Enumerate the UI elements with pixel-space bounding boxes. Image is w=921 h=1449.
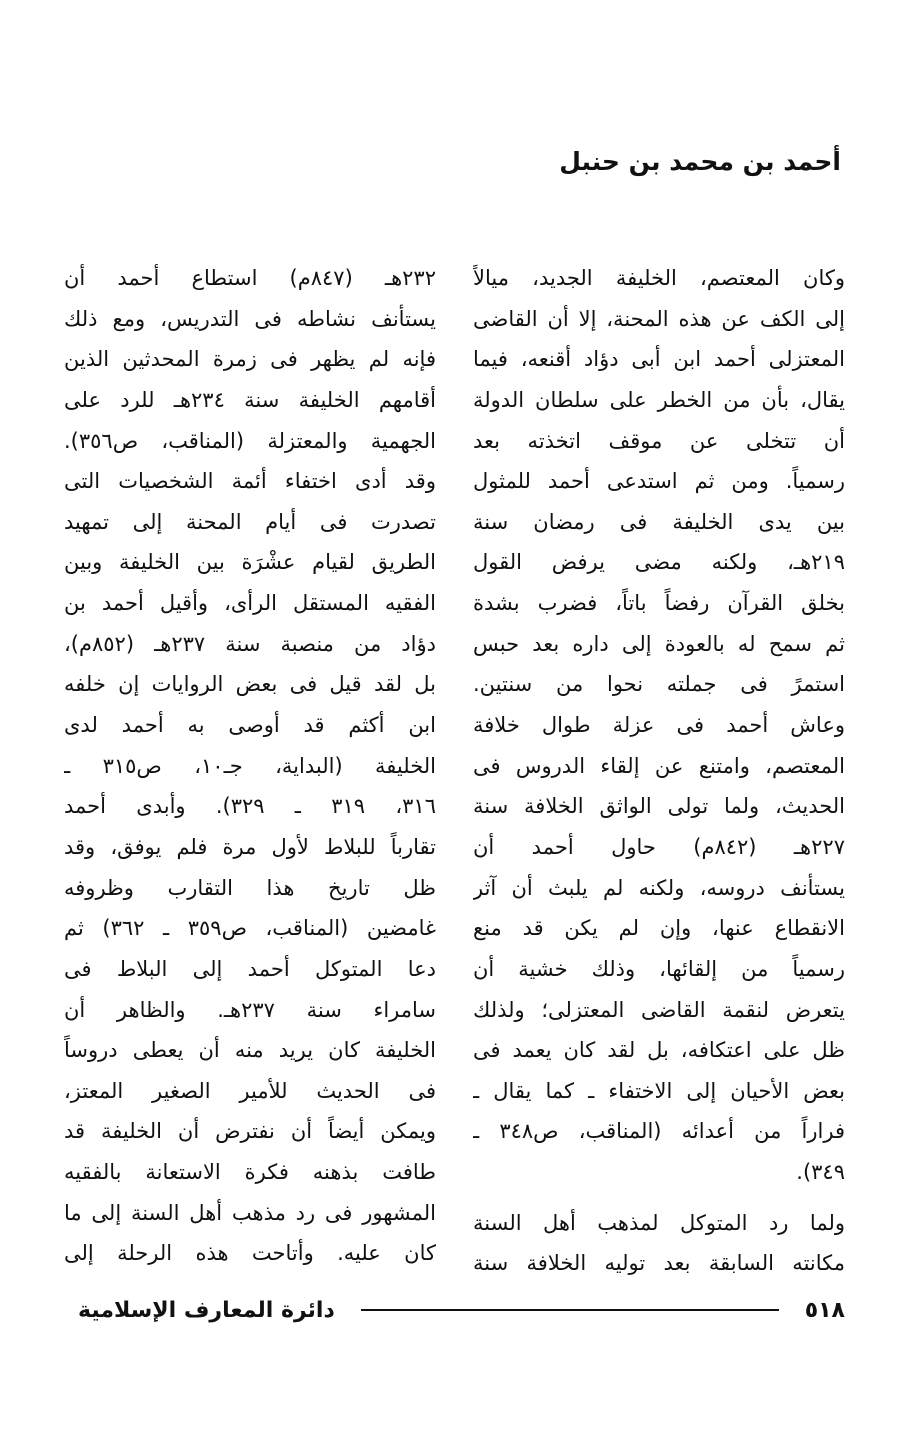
- text-line: بخلق القرآن رفضاً باتاً، فضرب بشدة: [473, 591, 845, 616]
- text-line: ثم سمح له بالعودة إلى داره بعد حبس: [473, 631, 845, 656]
- text-line: المعتزلى أحمد ابن أبى دؤاد أقنعه، فيما: [473, 347, 845, 372]
- text-line: الحديث، ولما تولى الواثق الخلافة سنة: [473, 794, 845, 819]
- text-line: بل لقد قيل فى بعض الروايات إن خلفه: [64, 672, 436, 697]
- right-column: [473, 258, 845, 1284]
- text-line: فى الحديث للأمير الصغير المعتز،: [64, 1078, 436, 1103]
- text-line: تقارباً للبلاط لأول مرة فلم يوفق، وقد: [64, 834, 436, 859]
- left-column: [64, 258, 436, 1274]
- text-line: دعا المتوكل أحمد إلى البلاط فى: [64, 956, 436, 981]
- text-line: الانقطاع عنها، وإن لم يكن قد منع: [473, 916, 845, 941]
- text-line: ٢٣٢هـ (٨٤٧م) استطاع أحمد أن: [64, 266, 436, 290]
- text-line: ٢١٩هـ، ولكنه مضى يرفض القول: [473, 550, 845, 575]
- text-line: وكان المعتصم، الخليفة الجديد، ميالاً: [473, 266, 845, 290]
- text-line: الخليفة كان يريد منه أن يعطى دروساً: [64, 1038, 436, 1063]
- text-line: ابن أكثم قد أوصى به أحمد لدى: [64, 713, 436, 738]
- text-line: وقد أدى اختفاء أئمة الشخصيات التى: [64, 469, 436, 494]
- text-line: كان عليه. وأتاحت هذه الرحلة إلى: [64, 1241, 436, 1266]
- text-line: يستأنف دروسه، ولكنه لم يلبث أن آثر: [473, 875, 845, 900]
- text-line: سامراء سنة ٢٣٧هـ. والظاهر أن: [64, 997, 436, 1022]
- text-line: ولما رد المتوكل لمذهب أهل السنة: [473, 1210, 845, 1235]
- text-line: يستأنف نشاطه فى التدريس، ومع ذلك: [64, 306, 436, 331]
- text-line: يتعرض لنقمة القاضى المعتزلى؛ ولذلك: [473, 997, 845, 1022]
- text-line: وعاش أحمد فى عزلة طوال خلافة: [473, 713, 845, 738]
- text-line: ظل تاريخ هذا التقارب وظروفه: [64, 875, 436, 900]
- text-line: ظل على اعتكافه، بل لقد كان يعمد فى: [473, 1038, 845, 1063]
- text-line: الفقيه المستقل الرأى، وأقيل أحمد بن: [64, 591, 436, 616]
- page-footer: [78, 1290, 845, 1330]
- encyclopedia-title: دائرة المعارف الإسلامية: [78, 1297, 335, 1323]
- text-line: يقال، بأن من الخطر على سلطان الدولة: [473, 387, 845, 412]
- footer-rule: [361, 1309, 779, 1311]
- text-line: دؤاد من منصبة سنة ٢٣٧هـ (٨٥٢م)،: [64, 631, 436, 656]
- text-line: استمرً فى جملته نحوا من سنتين.: [473, 672, 845, 697]
- text-line: المشهور فى رد مذهب أهل السنة إلى ما: [64, 1200, 436, 1225]
- text-line: أن تتخلى عن موقف اتخذته بعد: [473, 428, 845, 453]
- text-line: تصدرت فى أيام المحنة إلى تمهيد: [64, 509, 436, 534]
- text-line: فراراً من أعدائه (المناقب، ص٣٤٨ ـ: [473, 1119, 845, 1144]
- text-line: رسمياً. ومن ثم استدعى أحمد للمثول: [473, 469, 845, 494]
- text-line: مكانته السابقة بعد توليه الخلافة سنة: [473, 1251, 845, 1276]
- text-line: الخليفة (البداية، جـ١٠، ص٣١٥ ـ: [64, 753, 436, 778]
- text-line: فإنه لم يظهر فى زمرة المحدثين الذين: [64, 347, 436, 372]
- text-line: غامضين (المناقب، ص٣٥٩ ـ ٣٦٢) ثم: [64, 916, 436, 941]
- text-line: إلى الكف عن هذه المحنة، إلا أن القاضى: [473, 306, 845, 331]
- text-line: المعتصم، وامتنع عن إلقاء الدروس فى: [473, 753, 845, 778]
- text-line: ٣١٦، ٣١٩ ـ ٣٢٩). وأبدى أحمد: [64, 794, 436, 819]
- running-title: أحمد بن محمد بن حنبل: [559, 147, 841, 176]
- page-number: ٥١٨: [804, 1297, 845, 1323]
- text-line: بين يدى الخليفة فى رمضان سنة: [473, 509, 845, 534]
- text-line: رسمياً من إلقائها، وذلك خشية أن: [473, 956, 845, 981]
- text-line: طافت بذهنه فكرة الاستعانة بالفقيه: [64, 1160, 436, 1185]
- text-line: الطريق لقيام عشْرَة بين الخليفة وبين: [64, 550, 436, 575]
- text-line: ٢٢٧هـ (٨٤٢م) حاول أحمد أن: [473, 834, 845, 859]
- text-line: ٣٤٩).: [796, 1160, 845, 1185]
- text-line: أقامهم الخليفة سنة ٢٣٤هـ للرد على: [64, 387, 436, 412]
- text-line: الجهمية والمعتزلة (المناقب، ص٣٥٦).: [64, 428, 436, 453]
- text-line: ويمكن أيضاً أن نفترض أن الخليفة قد: [64, 1119, 436, 1144]
- text-line: بعض الأحيان إلى الاختفاء ـ كما يقال ـ: [473, 1078, 845, 1103]
